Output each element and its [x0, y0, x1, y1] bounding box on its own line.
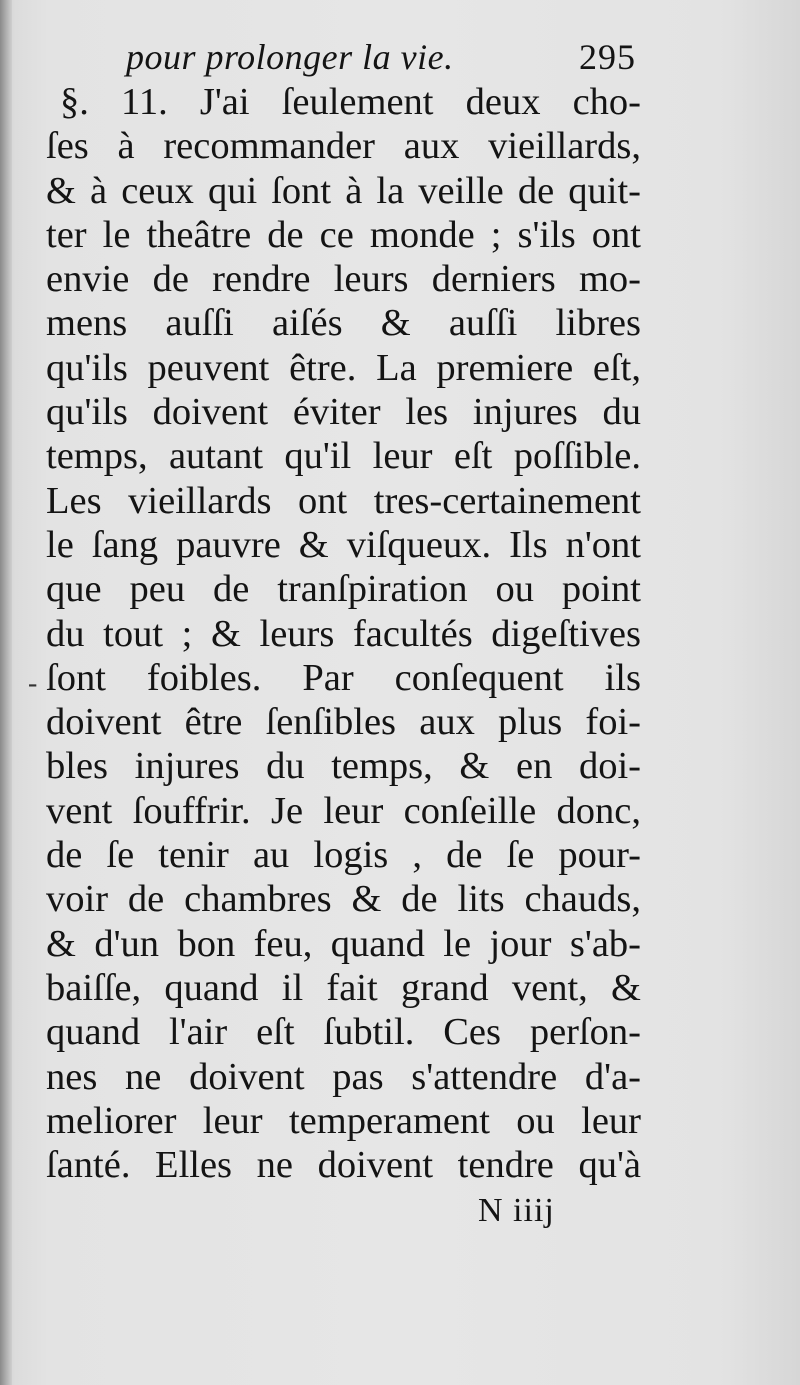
text-line: qu'ils doivent éviter les injures du [46, 391, 641, 434]
page-header [126, 36, 636, 86]
text-line: de ſe tenir au logis , de ſe pour- [46, 834, 641, 877]
text-line: qu'ils peuvent être. La premiere eſt, [46, 346, 641, 389]
signature-mark: N iiij [478, 1192, 555, 1229]
text-line: ſont foibles. Par conſequent ils [46, 656, 641, 699]
margin-mark: - [28, 668, 38, 699]
text-line: & d'un bon feu, quand le jour s'ab- [46, 922, 641, 965]
text-line: ſanté. Elles ne doivent tendre qu'à [46, 1144, 641, 1187]
text-line: meliorer leur temperament ou leur [46, 1099, 641, 1142]
text-line: ter le theâtre de ce monde ; s'ils ont [46, 213, 641, 256]
text-line: bles injures du temps, & en doi- [46, 745, 641, 788]
text-line: Les vieillards ont tres-certainement [46, 479, 641, 522]
text-line: §. 11. J'ai ſeulement deux cho- [60, 81, 641, 123]
text-line: mens auſſi aiſés & auſſi libres [46, 302, 641, 345]
page-number: 295 [579, 37, 636, 77]
text-line: vent ſouffrir. Je leur conſeille donc, [46, 789, 641, 832]
text-line: doivent être ſenſibles aux plus foi- [46, 701, 641, 744]
text-line: baiſſe, quand il fait grand vent, & [46, 966, 641, 1009]
page-gutter-shadow [0, 0, 12, 1385]
text-line: voir de chambres & de lits chauds, [46, 878, 641, 921]
text-line: nes ne doivent pas s'attendre d'a- [46, 1055, 641, 1098]
text-line: & à ceux qui ſont à la veille de quit- [46, 169, 641, 212]
text-line: du tout ; & leurs facultés digeſtives [46, 612, 641, 655]
text-line: que peu de tranſpiration ou point [46, 568, 641, 611]
text-line: envie de rendre leurs derniers mo- [46, 258, 641, 301]
text-line: quand l'air eſt ſubtil. Ces perſon- [46, 1011, 641, 1054]
text-line: ſes à recommander aux vieillards, [46, 125, 641, 168]
running-head: pour prolonger la vie. [126, 37, 454, 77]
text-line: temps, autant qu'il leur eſt poſſible. [46, 435, 641, 478]
body-text [46, 80, 641, 1187]
text-line: le ſang pauvre & viſqueux. Ils n'ont [46, 523, 641, 566]
